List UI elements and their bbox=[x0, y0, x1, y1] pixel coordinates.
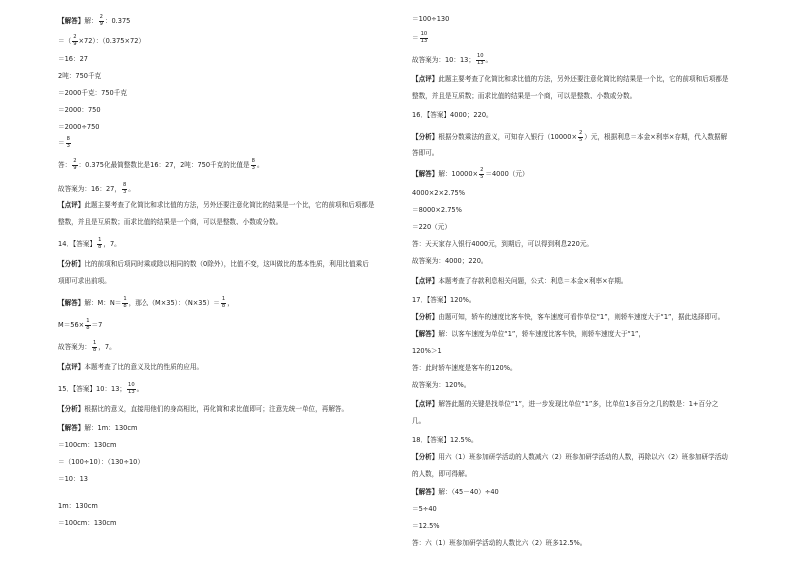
line-text: 2吨：750千克 bbox=[58, 72, 102, 80]
line-text: 整数，并且是互质数；而求比值的结果是一个商，可以是整数、小数或分数。 bbox=[58, 218, 283, 226]
text-line bbox=[412, 54, 492, 66]
text-line bbox=[412, 470, 471, 479]
line-text: ，那么（M×35）：（N×35）＝ bbox=[128, 299, 220, 308]
left-column bbox=[58, 0, 388, 562]
line-text: ＝（ bbox=[58, 37, 72, 46]
line-text: ＝5÷40 bbox=[412, 505, 437, 513]
line-text: 14．【答案】 bbox=[58, 240, 97, 249]
line-text: 解：10000× bbox=[438, 170, 479, 179]
fraction-numerator: 2 bbox=[480, 167, 484, 173]
line-text: 由题可知，轿车的速度比客车快，客车速度可看作单位“1”，则轿车速度大于“1”，据此选择即可。 bbox=[438, 313, 725, 321]
text-line bbox=[58, 55, 88, 64]
text-line bbox=[412, 436, 478, 445]
text-line bbox=[412, 168, 529, 180]
fraction-numerator: 10 bbox=[476, 53, 484, 59]
fraction-denominator: 9 bbox=[99, 20, 103, 27]
fraction-numerator: 8 bbox=[122, 182, 127, 188]
text-line bbox=[412, 131, 727, 143]
fraction bbox=[92, 341, 97, 353]
fraction-denominator: 9 bbox=[73, 40, 77, 47]
line-text: ＝ bbox=[58, 139, 65, 148]
text-line bbox=[412, 206, 462, 215]
text-line bbox=[412, 223, 451, 232]
line-text: 项即可求出前项。 bbox=[58, 277, 111, 285]
fraction bbox=[85, 319, 90, 331]
line-text: ， bbox=[227, 299, 234, 308]
section-tag: 【分析】 bbox=[412, 133, 439, 142]
line-text: 此题主要考查了化简比和求比值的方法，另外还要注意化简比的结果是一个比，它的前项和后项都是 bbox=[84, 201, 375, 209]
fraction bbox=[72, 35, 77, 47]
fraction bbox=[122, 183, 127, 195]
line-text: ＝10：13 bbox=[58, 475, 88, 483]
line-text: ：0.375 bbox=[104, 17, 131, 26]
fraction-denominator: 5 bbox=[480, 173, 484, 180]
text-line bbox=[412, 32, 429, 44]
fraction bbox=[251, 159, 256, 171]
line-text: 本题考查了存款利息相关问题，公式：利息＝本金×利率×存期。 bbox=[438, 277, 628, 285]
line-text: 1m：130cm bbox=[58, 502, 98, 510]
fraction-denominator: 8 bbox=[123, 302, 127, 309]
section-tag: 【点评】 bbox=[58, 363, 85, 371]
text-line bbox=[412, 15, 449, 24]
fraction-denominator: 8 bbox=[86, 324, 90, 331]
line-text: 故答案为：16：27， bbox=[58, 185, 121, 194]
line-text: 的人数，即可得解。 bbox=[412, 470, 472, 478]
fraction-denominator: 3 bbox=[251, 164, 255, 171]
text-line bbox=[58, 260, 369, 269]
fraction bbox=[221, 297, 226, 309]
fraction-denominator: 13 bbox=[420, 37, 428, 44]
text-line bbox=[412, 417, 425, 426]
line-text: ＝100cm：130cm bbox=[58, 519, 117, 527]
line-text: 解：（45－40）÷40 bbox=[438, 488, 499, 496]
fraction-numerator: 1 bbox=[92, 340, 97, 346]
fraction-numerator: 8 bbox=[251, 158, 255, 164]
line-text: 解：M：N＝ bbox=[84, 299, 122, 308]
line-text: ＝（100÷10）：（130÷10） bbox=[58, 458, 144, 466]
text-line bbox=[58, 123, 100, 132]
fraction bbox=[97, 238, 102, 250]
line-text: 故答案为：120%。 bbox=[412, 381, 471, 389]
text-line bbox=[412, 149, 438, 158]
text-line bbox=[58, 35, 145, 47]
section-tag: 【分析】 bbox=[412, 453, 439, 461]
text-line bbox=[58, 441, 116, 450]
fraction bbox=[420, 32, 429, 44]
fraction bbox=[127, 383, 136, 395]
line-text: ＝100÷130 bbox=[412, 15, 450, 23]
line-text: ＝7 bbox=[91, 321, 103, 330]
fraction-denominator: 8 bbox=[98, 243, 102, 250]
section-tag: 【解答】 bbox=[58, 424, 85, 432]
section-tag: 【解答】 bbox=[412, 488, 439, 496]
text-line bbox=[58, 319, 102, 331]
line-text: 解：以客车速度为单位“1”，轿车速度比客车快，则轿车速度大于“1”， bbox=[438, 330, 646, 338]
text-line bbox=[412, 189, 465, 198]
fraction bbox=[122, 297, 127, 309]
fraction-numerator: 2 bbox=[578, 130, 583, 136]
line-text: 故答案为：10：13； bbox=[412, 56, 475, 65]
section-tag: 【点评】 bbox=[58, 201, 85, 209]
text-line bbox=[412, 330, 645, 339]
text-line bbox=[412, 92, 636, 101]
text-line bbox=[412, 381, 470, 390]
text-line bbox=[58, 106, 101, 115]
fraction bbox=[66, 137, 71, 149]
line-text: ＝2000千克：750千克 bbox=[58, 89, 127, 97]
line-text: ＝ bbox=[412, 34, 419, 43]
text-line bbox=[58, 277, 111, 286]
text-line bbox=[58, 183, 135, 195]
fraction-numerator: 2 bbox=[73, 34, 77, 40]
line-text: 解答此题的关键是找单位“1”，进一步发现比单位“1”多，比单位1多百分之几的数是：1+百分之 bbox=[438, 400, 719, 408]
fraction-denominator: 8 bbox=[221, 302, 226, 309]
line-text: ＝220（元） bbox=[412, 223, 451, 231]
line-text: 答： bbox=[58, 161, 72, 170]
line-text: 解： bbox=[84, 17, 98, 26]
line-text: 15．【答案】10：13； bbox=[58, 385, 127, 394]
fraction-denominator: 3 bbox=[122, 188, 127, 195]
fraction-denominator: 13 bbox=[476, 59, 484, 66]
line-text: ＝2000：750 bbox=[58, 106, 101, 114]
text-line bbox=[412, 240, 593, 249]
text-line bbox=[58, 72, 101, 81]
line-text: 故答案为：4000；220。 bbox=[412, 257, 488, 265]
fraction-numerator: 8 bbox=[66, 136, 70, 142]
text-line bbox=[58, 297, 234, 309]
section-tag: 【点评】 bbox=[412, 75, 439, 83]
text-line bbox=[58, 458, 144, 467]
line-text: 根据比的意义，直接用他们的身高相比，再化简和求比值即可；注意先统一单位，再解答。 bbox=[84, 405, 349, 413]
fraction-numerator: 10 bbox=[420, 31, 428, 37]
line-text: ，7。 bbox=[98, 343, 116, 352]
line-text: ＝16：27 bbox=[58, 55, 88, 63]
fraction bbox=[476, 54, 485, 66]
section-tag: 【解答】 bbox=[58, 17, 85, 26]
text-line bbox=[58, 15, 130, 27]
section-tag: 【点评】 bbox=[412, 277, 439, 285]
line-text: 。 bbox=[128, 185, 135, 194]
line-text: 本题考查了比的意义及比的性质的应用。 bbox=[84, 363, 204, 371]
line-text: 故答案为： bbox=[58, 343, 91, 352]
text-line bbox=[58, 201, 375, 210]
line-text: 18．【答案】12.5%。 bbox=[412, 436, 478, 444]
text-line bbox=[58, 137, 72, 149]
text-line bbox=[58, 363, 203, 372]
section-tag: 【分析】 bbox=[58, 260, 85, 268]
text-line bbox=[412, 257, 488, 266]
section-tag: 【解答】 bbox=[58, 299, 85, 308]
text-line bbox=[412, 347, 442, 356]
line-text: 120%＞1 bbox=[412, 347, 442, 355]
text-line bbox=[412, 364, 517, 373]
fraction-denominator: 8 bbox=[92, 346, 97, 353]
line-text: 整数，并且是互质数；而求比值的结果是一个商，可以是整数、小数或分数。 bbox=[412, 92, 637, 100]
line-text: 16．【答案】4000；220。 bbox=[412, 111, 493, 119]
text-line bbox=[58, 475, 88, 484]
fraction-numerator: 1 bbox=[86, 318, 90, 324]
line-text: 。 bbox=[256, 161, 264, 170]
text-line bbox=[58, 405, 348, 414]
section-tag: 【分析】 bbox=[58, 405, 85, 413]
fraction-numerator: 2 bbox=[99, 14, 103, 20]
right-column bbox=[412, 0, 752, 562]
fraction bbox=[99, 15, 104, 27]
text-line bbox=[412, 505, 437, 514]
text-line bbox=[58, 341, 116, 353]
section-tag: 【分析】 bbox=[412, 313, 439, 321]
text-line bbox=[58, 383, 143, 395]
text-line bbox=[58, 502, 98, 511]
text-line bbox=[58, 89, 127, 98]
text-line bbox=[58, 218, 282, 227]
text-line bbox=[58, 424, 137, 433]
text-line bbox=[412, 522, 440, 531]
text-line bbox=[412, 111, 493, 120]
line-text: ：0.375化最简整数比是16：27，2吨：750千克的比值是 bbox=[78, 161, 250, 170]
line-text: ＝100cm：130cm bbox=[58, 441, 117, 449]
line-text: 答：六（1）班参加研学活动的人数比六（2）班多12.5%。 bbox=[412, 539, 587, 547]
line-text: 用六（1）班参加研学活动的人数减六（2）班参加研学活动的人数，再除以六（2）班参加研学活动 bbox=[438, 453, 728, 461]
text-line bbox=[412, 75, 729, 84]
text-line bbox=[412, 277, 627, 286]
line-text: 。 bbox=[485, 56, 493, 65]
line-text: 几。 bbox=[412, 417, 426, 425]
line-text: 此题主要考查了化简比和求比值的方法，另外还要注意化简比的结果是一个比，它的前项和后项都是 bbox=[438, 75, 729, 83]
fraction-numerator: 2 bbox=[73, 158, 77, 164]
fraction-numerator: 1 bbox=[123, 296, 127, 302]
line-text: ×72）：（0.375×72） bbox=[78, 37, 145, 46]
fraction bbox=[578, 131, 583, 143]
line-text: ＝4000（元） bbox=[485, 170, 529, 179]
text-line bbox=[412, 453, 728, 462]
fraction-denominator: 13 bbox=[128, 388, 135, 395]
fraction-numerator: 1 bbox=[221, 296, 226, 302]
fraction-numerator: 1 bbox=[98, 237, 102, 243]
line-text: ＝8000×2.75% bbox=[412, 206, 462, 214]
line-text: 答即可。 bbox=[412, 149, 439, 157]
text-line bbox=[412, 400, 718, 409]
fraction-denominator: 3 bbox=[66, 142, 70, 149]
line-text: ，7。 bbox=[103, 240, 121, 249]
text-line bbox=[58, 159, 264, 171]
line-text: 答：此时轿车速度是客车的120%。 bbox=[412, 364, 517, 372]
line-text: 根据分数乘法的意义，可知存入银行（10000× bbox=[438, 133, 577, 142]
line-text: ＝2000÷750 bbox=[58, 123, 100, 131]
fraction-denominator: 9 bbox=[73, 164, 77, 171]
line-text: M＝56× bbox=[58, 321, 85, 330]
section-tag: 【解答】 bbox=[412, 170, 439, 179]
text-line bbox=[412, 296, 476, 305]
line-text: 答：天天家存入银行4000元，到期后，可以得到利息220元。 bbox=[412, 240, 594, 248]
line-text: 4000×2×2.75% bbox=[412, 189, 465, 197]
line-text: ＝12.5% bbox=[412, 522, 440, 530]
line-text: 17．【答案】120%。 bbox=[412, 296, 476, 304]
text-line bbox=[412, 539, 586, 548]
section-tag: 【点评】 bbox=[412, 400, 439, 408]
section-tag: 【解答】 bbox=[412, 330, 439, 338]
fraction-denominator: 5 bbox=[578, 136, 583, 143]
text-line bbox=[412, 313, 724, 322]
fraction bbox=[479, 168, 484, 180]
line-text: 解：1m：130cm bbox=[84, 424, 138, 432]
text-line bbox=[58, 519, 116, 528]
line-text: 。 bbox=[136, 385, 144, 394]
fraction bbox=[72, 159, 77, 171]
text-line bbox=[58, 238, 121, 250]
fraction-numerator: 10 bbox=[128, 382, 135, 388]
line-text: ）元，根据利息＝本金×利率×存期，代入数据解 bbox=[584, 133, 728, 142]
line-text: 比的前项和后项同时乘或除以相同的数（0除外），比值不变，这叫做比的基本性质，利用比值乘后 bbox=[84, 260, 369, 268]
text-line bbox=[412, 488, 499, 497]
